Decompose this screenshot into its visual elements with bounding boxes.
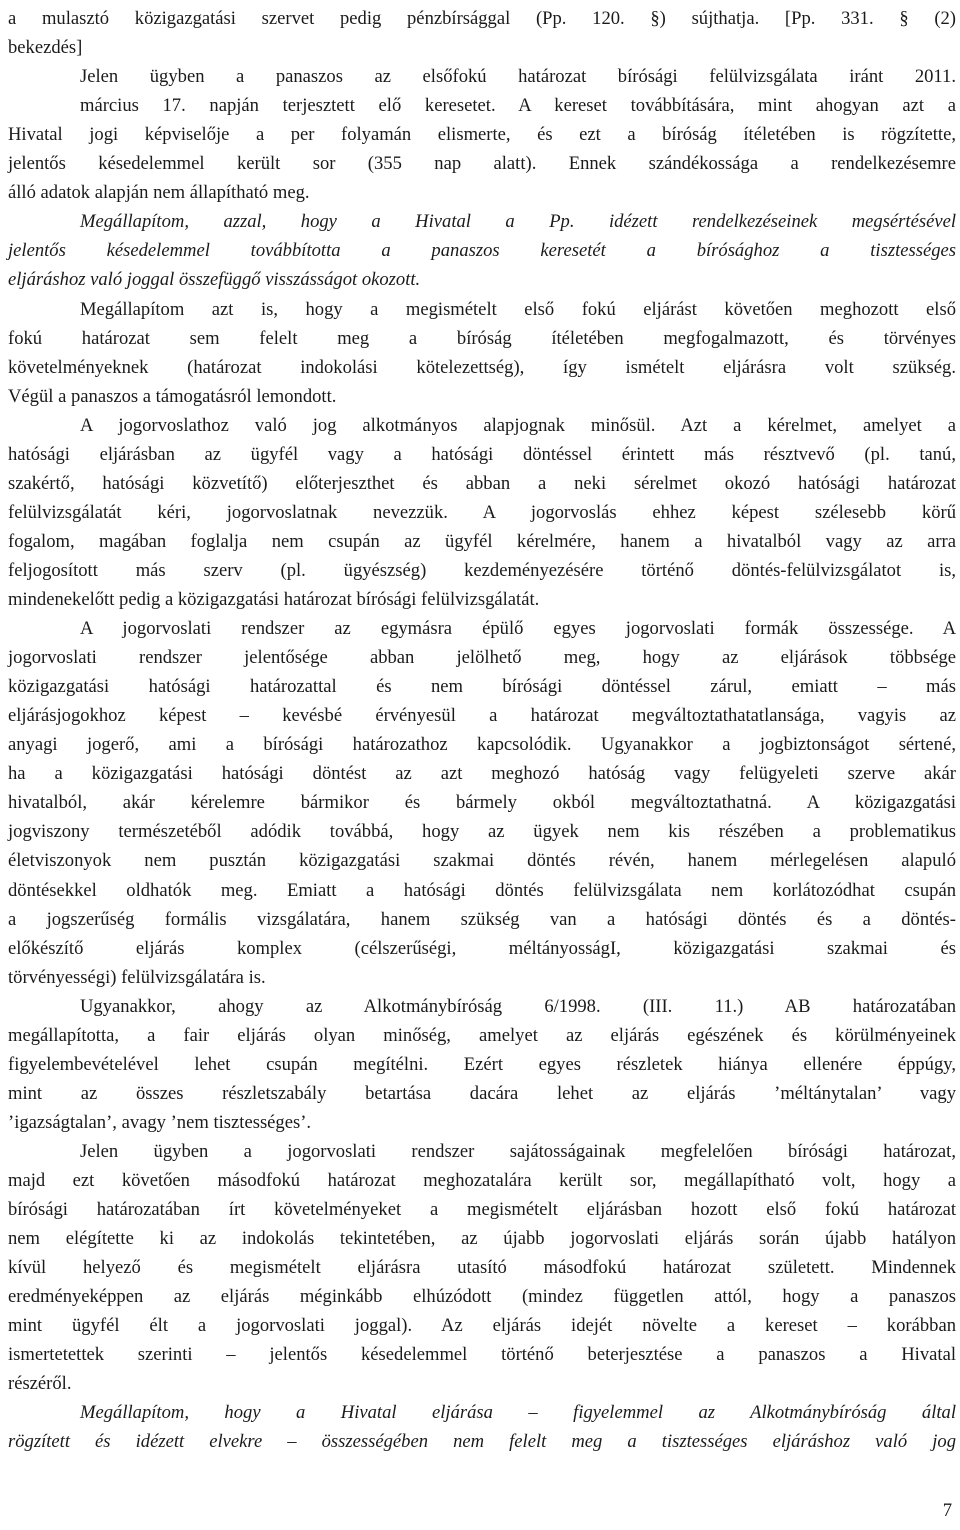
text-line: jelentős késedelemmel továbbította a panaszos keresetét a bírósághoz a tisztességes xyxy=(8,240,956,262)
text-line: Ugyanakkor, ahogy az Alkotmánybíróság 6/1998. (III. 11.) AB határozatában xyxy=(80,995,956,1017)
text-line: rögzített és idézett elvekre – összességében nem felelt meg a tisztességes eljáráshoz való jog xyxy=(8,1431,956,1453)
text-line: álló adatok alapján nem állapítható meg. xyxy=(8,182,310,204)
text-line: ha a közigazgatási hatósági döntést az azt meghozó hatóság vagy felügyeleti szerve akár xyxy=(8,763,956,785)
text-line: Jelen ügyben a panaszos az elsőfokú határozat bírósági felülvizsgálata iránt 2011. xyxy=(80,66,956,88)
text-line: törvényességi) felülvizsgálatára is. xyxy=(8,966,266,988)
text-line: nem elégítette ki az indokolás tekintetében, az újabb jogorvoslati eljárás során újabb hatályon xyxy=(8,1228,956,1250)
text-line: a mulasztó közigazgatási szervet pedig pénzbírsággal (Pp. 120. §) sújthatja. [Pp. 331. § (2) xyxy=(8,8,956,29)
text-line: ismertetettek szerinti – jelentős késedelemmel történő beterjesztése a panaszos a Hivatal xyxy=(8,1344,956,1366)
text-line: jogorvoslati rendszer jelentősége abban jelölhető meg, hogy az eljárások többsége xyxy=(8,647,956,669)
text-line: Megállapítom, azzal, hogy a Hivatal a Pp. idézett rendelkezéseinek megsértésével xyxy=(80,211,956,233)
text-line: kívül helyező és megismételt eljárásra utasító másodfokú határozat született. Mindennek xyxy=(8,1257,956,1279)
text-line: Hivatal jogi képviselője a per folyamán elismerte, és ezt a bíróság ítéletében is rögzítette, xyxy=(8,124,956,146)
text-line: Megállapítom, hogy a Hivatal eljárása – figyelemmel az Alkotmánybíróság által xyxy=(80,1402,956,1424)
text-line: hivatalból, akár kérelemre bármikor és bármely okból megváltoztathatná. A közigazgatási xyxy=(8,792,956,814)
text-line: szakértő, hatósági közvetítő) előterjeszthet és abban a neki sérelmet okozó hatósági határozat xyxy=(8,472,956,494)
page-number: 7 xyxy=(942,1500,952,1521)
text-line: életviszonyok nem pusztán közigazgatási szakmai döntés révén, hanem mérlegelésen alapuló xyxy=(8,850,956,872)
text-line: jelentős késedelemmel került sor (355 nap alatt). Ennek szándékossága a rendelkezésemre xyxy=(8,153,956,175)
text-line: előkészítő eljárás komplex (célszerűségi, méltányosságI, közigazgatási szakmai és xyxy=(8,937,956,959)
text-line: részéről. xyxy=(8,1373,72,1395)
text-line: mint ügyfél élt a jogorvoslati joggal). Az eljárás idejét növelte a kereset – korábban xyxy=(8,1315,956,1337)
text-line: bírósági határozatában írt követelményeket a megismételt eljárásban hozott első fokú határozat xyxy=(8,1199,956,1221)
text-line: Végül a panaszos a támogatásról lemondott. xyxy=(8,385,337,407)
text-line: figyelembevételével lehet csupán megítélni. Ezért egyes részletek hiánya ellenére éppúgy, xyxy=(8,1053,956,1075)
text-line: feljogosított más szerv (pl. ügyészség) kezdeményezésére történő döntés-felülvizsgálatot is, xyxy=(8,559,956,581)
text-line: megállapította, a fair eljárás olyan minőség, amelyet az eljárás egészének és körülményeinek xyxy=(8,1024,956,1046)
text-line: március 17. napján terjesztett elő keresetet. A kereset továbbítására, mint ahogyan azt a xyxy=(80,95,956,117)
text-line: Jelen ügyben a jogorvoslati rendszer sajátosságainak megfelelően bírósági határozat, xyxy=(80,1140,956,1162)
text-line: eredményeképpen az eljárás méginkább elhúzódott (mindez független attól, hogy a panaszos xyxy=(8,1286,956,1308)
text-line: követelményeknek (határozat indokolási kötelezettség), így ismételt eljárásra volt szükség. xyxy=(8,356,956,378)
text-line: jogviszony természetéből adódik továbbá, hogy az ügyek nem kis részében a problematikus xyxy=(8,821,956,843)
text-line: A jogorvoslathoz való jog alkotmányos alapjognak minősül. Azt a kérelmet, amelyet a xyxy=(80,414,956,436)
text-line: fokú határozat sem felelt meg a bíróság ítéletében megfogalmazott, és törvényes xyxy=(8,327,956,349)
text-line: hatósági eljárásban az ügyfél vagy a hatósági döntéssel érintett más résztvevő (pl. tanú, xyxy=(8,443,956,465)
text-line: eljáráshoz való joggal összefüggő visszásságot okozott. xyxy=(8,269,421,291)
text-line: döntésekkel oldhatók meg. Emiatt a hatósági döntés felülvizsgálata nem korlátozódhat csupán xyxy=(8,879,956,901)
text-line: eljárásjogokhoz képest – kevésbé érvényesül a határozat megváltoztathatatlansága, vagyis az xyxy=(8,705,956,727)
text-line: bekezdés] xyxy=(8,37,83,59)
text-line: fogalom, magában foglalja nem csupán az ügyfél kérelmére, hanem a hivatalból vagy az arra xyxy=(8,530,956,552)
text-line: a jogszerűség formális vizsgálatára, hanem szükség van a hatósági döntés és a döntés- xyxy=(8,908,956,930)
text-line: majd ezt követően másodfokú határozat meghozatalára került sor, megállapítható volt, hogy a xyxy=(8,1170,956,1191)
text-line: Megállapítom azt is, hogy a megismételt első fokú eljárást követően meghozott első xyxy=(80,298,956,320)
text-line: mindenekelőtt pedig a közigazgatási határozat bírósági felülvizsgálatát. xyxy=(8,589,540,610)
text-line: A jogorvoslati rendszer az egymásra épülő egyes jogorvoslati formák összessége. A xyxy=(80,618,956,640)
text-line: ’igazságtalan’, avagy ’nem tisztességes’. xyxy=(8,1111,312,1133)
text-line: anyagi jogerő, ami a bírósági határozathoz kapcsolódik. Ugyanakkor a jogbiztonságot sértené, xyxy=(8,734,956,756)
text-line: felülvizsgálatát kéri, jogorvoslatnak nevezzük. A jogorvoslás ehhez képest szélesebb körű xyxy=(8,501,956,523)
text-line: mint az összes részletszabály betartása dacára lehet az eljárás ’méltánytalan’ vagy xyxy=(8,1082,956,1104)
text-line: közigazgatási hatósági határozattal és nem bírósági döntéssel zárul, emiatt – más xyxy=(8,676,956,698)
